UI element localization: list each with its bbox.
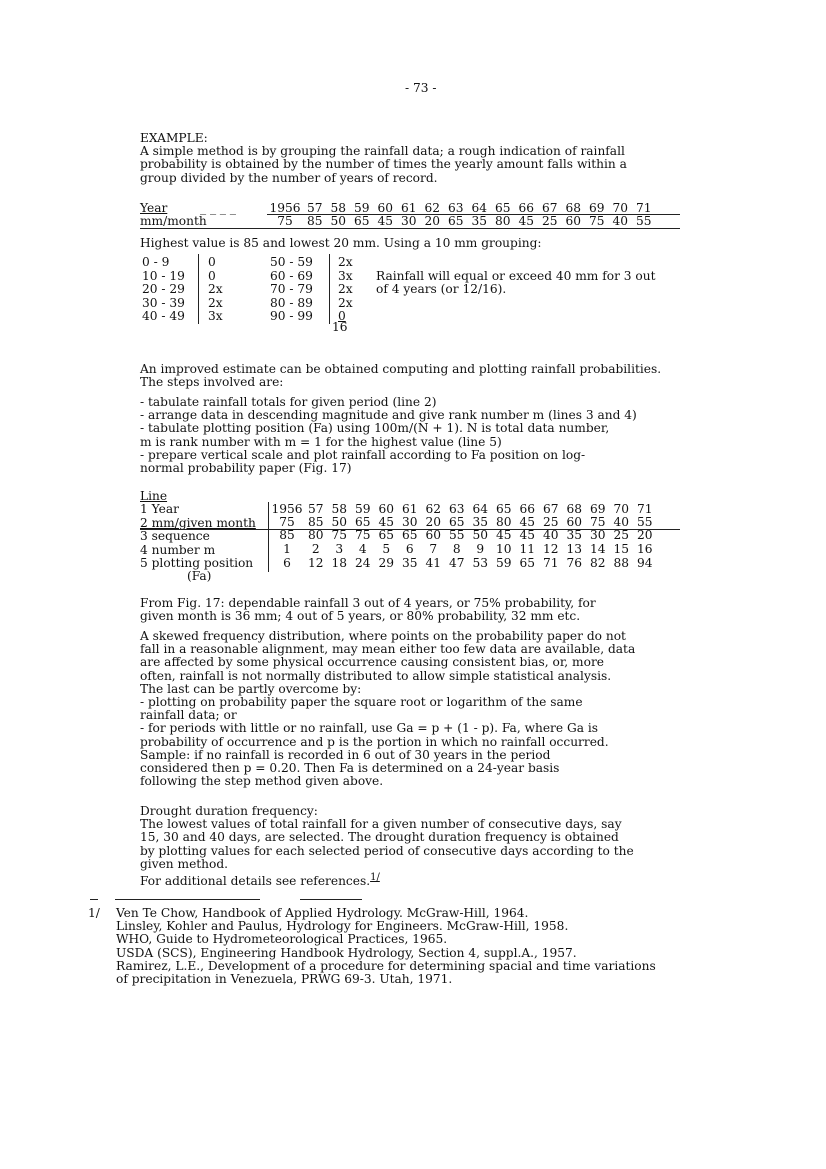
body-line: 15, 30 and 40 days, are selected. The drought duration frequency is obtained: [140, 830, 619, 845]
table-cell: 85: [307, 515, 324, 529]
year-label: Year: [140, 201, 168, 215]
table-cell: 2: [311, 542, 320, 556]
table-cell: 65: [401, 528, 418, 542]
body-line: often, rainfall is not normally distributed to allow simple statistical analysis.: [140, 668, 612, 683]
count-label: 2x: [338, 255, 353, 269]
table-cell: 1: [283, 542, 291, 556]
step-item: normal probability paper (Fig. 17): [140, 461, 352, 476]
row-label: 2 mm/given month: [140, 515, 256, 530]
range-label: 40 - 49: [142, 309, 185, 323]
body-line: [140, 871, 700, 888]
year-cell: 65: [494, 201, 511, 215]
table-cell: 35: [472, 515, 488, 529]
reference-item: WHO, Guide to Hydrometeorological Practices, 1965.: [116, 932, 448, 947]
line-row-5: [270, 557, 657, 570]
count-label: 2x: [208, 282, 223, 296]
step-item: - tabulate rainfall totals for given period (line 2): [140, 395, 437, 409]
table-cell: 76: [566, 556, 582, 570]
value-cell: 55: [635, 214, 652, 228]
table-cell: 8: [452, 542, 461, 556]
year-cell: 58: [330, 201, 346, 215]
table-cell: 30: [401, 515, 418, 529]
value-cell: 75: [277, 214, 293, 228]
body-line: probability of occurrence and p is the portion in which no rainfall occurred.: [140, 734, 609, 749]
table-cell: 18: [331, 556, 347, 570]
improved-line: The steps involved are:: [140, 375, 284, 390]
table-cell: 6: [405, 542, 414, 556]
body-line: - for periods with little or no rainfall, use Ga = p + (1 - p). Fa, where Ga is: [140, 721, 599, 736]
month-label: mm/month: [140, 214, 207, 228]
line-table-header: Line: [140, 489, 168, 503]
table-cell: 62: [425, 502, 441, 516]
table-cell: 82: [589, 556, 606, 570]
footnote-rule: [115, 899, 260, 900]
row-label: 3 sequence: [140, 529, 210, 543]
reference-item: Ven Te Chow, Handbook of Applied Hydrology. McGraw-Hill, 1964.: [116, 906, 529, 920]
table-cell: 24: [354, 556, 371, 570]
example-line: group divided by the number of years of record.: [140, 170, 438, 185]
footnote-block: [116, 907, 716, 986]
table-cell: 12: [542, 542, 559, 556]
line-table-labels: [140, 503, 256, 571]
body-line: The lowest values of total rainfall for a given number of consecutive days, say: [140, 817, 622, 832]
table-cell: 30: [589, 528, 606, 542]
from-fig-block: [140, 597, 700, 623]
table-cell: 80: [495, 515, 512, 529]
table-cell: 47: [448, 556, 465, 570]
table-cell: 50: [331, 515, 347, 529]
table-cell: 60: [566, 515, 582, 529]
table-cell: 11: [519, 542, 535, 556]
reference-item: Ramirez, L.E., Development of a procedure for determining spacial and time variations: [116, 958, 656, 973]
table-cell: 63: [448, 502, 465, 516]
table-cell: 15: [613, 542, 629, 556]
table-cell: 45: [495, 528, 512, 542]
skewed-block: [140, 630, 700, 788]
count-label: 0: [208, 268, 216, 283]
table-cell: 55: [448, 528, 465, 542]
value-cell: 80: [494, 214, 511, 228]
table-cell: 64: [472, 502, 488, 516]
range-label: 60 - 69: [270, 268, 313, 283]
year-cell: 60: [377, 201, 393, 215]
table-cell: 5: [382, 542, 391, 556]
page-number: - 73 -: [405, 81, 437, 95]
body-line: by plotting values for each selected period of consecutive days according to the: [140, 843, 634, 858]
year-cell: 62: [424, 201, 440, 215]
table-cell: 50: [472, 528, 488, 542]
left-counts: [208, 256, 223, 324]
table-cell: 75: [331, 528, 347, 542]
year-cell: 61: [400, 201, 417, 215]
range-label: 20 - 29: [142, 282, 185, 296]
table-cell: 45: [519, 528, 535, 542]
value-cell: 45: [518, 214, 534, 228]
value-cell: 30: [400, 214, 417, 228]
table-cell: 35: [401, 556, 418, 570]
value-cell: 85: [306, 214, 323, 228]
table-cell: 69: [589, 502, 606, 516]
table-cell: 65: [495, 502, 512, 516]
range-label: 90 - 99: [270, 309, 313, 323]
table-cell: 20: [636, 528, 653, 542]
range-label: 70 - 79: [270, 282, 313, 296]
line-row-3: [270, 529, 657, 542]
note-line: of 4 years (or 12/16).: [376, 282, 507, 297]
body-line: are affected by some physical occurrence causing consistent bias, or, more: [140, 655, 604, 670]
table-cell: 75: [279, 515, 295, 529]
highest-line: Highest value is 85 and lowest 20 mm. Using a 10 mm grouping:: [140, 236, 542, 250]
footnote-marker: 1/: [370, 872, 380, 884]
body-line: From Fig. 17: dependable rainfall 3 out of 4 years, or 75% probability, for: [140, 596, 596, 610]
body-line: Sample: if no rainfall is recorded in 6 out of 30 years in the period: [140, 747, 551, 762]
table-cell: 12: [307, 556, 324, 570]
table-cell: 60: [425, 528, 441, 542]
body-line: given month is 36 mm; 4 out of 5 years, or 80% probability, 32 mm etc.: [140, 609, 581, 624]
row-label: 4 number m: [140, 542, 216, 557]
step-item: - tabulate plotting position (Fa) using 100m/(N + 1). N is total data number,: [140, 421, 610, 436]
table-cell: 10: [495, 542, 512, 556]
table-cell: 59: [495, 556, 512, 570]
table-cell: 70: [613, 502, 629, 516]
year-cell: 59: [353, 201, 370, 215]
improved-block: [140, 363, 700, 389]
right-counts: [338, 256, 353, 324]
example-line: A simple method is by grouping the rainfall data; a rough indication of rainfall: [140, 144, 625, 159]
table-cell: 7: [429, 542, 438, 556]
example-line: probability is obtained by the number of times the yearly amount falls within a: [140, 157, 627, 172]
table-cell: 80: [307, 528, 324, 542]
step-item: m is rank number with m = 1 for the highest value (line 5): [140, 434, 502, 449]
value-cell: 65: [353, 214, 370, 228]
table-cell: 55: [636, 515, 653, 529]
table-cell: 35: [566, 528, 582, 542]
drought-block: [140, 805, 700, 888]
table-cell: 58: [331, 502, 347, 516]
table-cell: 20: [425, 515, 441, 529]
grouping-note: [376, 270, 686, 296]
body-line: given method.: [140, 856, 229, 871]
table-cell: 41: [425, 556, 441, 570]
table-cell: 16: [636, 542, 653, 556]
step-item: - prepare vertical scale and plot rainfall according to Fa position on log-: [140, 447, 586, 462]
table-cell: 25: [613, 528, 629, 542]
value-cell: 45: [377, 214, 393, 228]
range-label: 10 - 19: [142, 268, 185, 283]
table-cell: 1956: [271, 502, 303, 516]
year-cell: 67: [541, 201, 558, 215]
body-line: considered then p = 0.20. Then Fa is determined on a 24-year basis: [140, 761, 560, 776]
table-cell: 65: [448, 515, 465, 529]
year-cell: 69: [588, 201, 605, 215]
left-divider: [198, 254, 199, 324]
table-cell: 60: [378, 502, 394, 516]
count-label: 3x: [208, 309, 223, 323]
table-cell: 25: [542, 515, 559, 529]
table-cell: 4: [358, 542, 367, 556]
table-cell: 94: [636, 556, 653, 570]
group-total: 16: [332, 320, 348, 334]
table-cell: 40: [542, 528, 559, 542]
note-line: Rainfall will equal or exceed 40 mm for 3 out: [376, 269, 656, 283]
count-label: 0: [208, 255, 216, 269]
table-cell: 71: [636, 502, 653, 516]
year-cell: 66: [518, 201, 534, 215]
step-item: - arrange data in descending magnitude and give rank number m (lines 3 and 4): [140, 408, 637, 423]
table-cell: 59: [354, 502, 371, 516]
body-line: A skewed frequency distribution, where points on the probability paper do not: [140, 629, 626, 643]
example-heading: EXAMPLE:: [140, 131, 208, 145]
year-label-dashes: _ _ _ _: [200, 201, 236, 215]
year-cell: 1956: [269, 201, 301, 215]
table-cell: 14: [589, 542, 606, 556]
value-cell: 25: [541, 214, 558, 228]
count-label: 2x: [208, 295, 223, 310]
reference-item: of precipitation in Venezuela, PRWG 69-3. Utah, 1971.: [116, 972, 453, 987]
body-line: - plotting on probability paper the square root or logarithm of the same: [140, 695, 583, 710]
steps-list: [140, 396, 700, 475]
reference-item: USDA (SCS), Engineering Handbook Hydrology, Section 4, suppl.A., 1957.: [116, 945, 577, 960]
example-block: [140, 132, 700, 185]
table-cell: 65: [519, 556, 535, 570]
table-cell: 45: [519, 515, 535, 529]
body-line: rainfall data; or: [140, 708, 237, 723]
table-cell: 67: [542, 502, 559, 516]
table-cell: 88: [613, 556, 629, 570]
table-cell: 68: [566, 502, 582, 516]
table-cell: 53: [472, 556, 488, 570]
table-cell: 9: [476, 542, 485, 556]
reference-item: Linsley, Kohler and Paulus, Hydrology for Engineers. McGraw-Hill, 1958.: [116, 919, 569, 934]
value-row: [267, 215, 656, 228]
table-cell: 3: [335, 542, 344, 556]
count-label: 2x: [338, 295, 353, 310]
line-table-divider: [268, 502, 269, 572]
fa-label: (Fa): [187, 569, 212, 583]
left-ranges: [142, 256, 185, 324]
row-label: 1 Year: [140, 502, 179, 516]
table-cell: 71: [542, 556, 559, 570]
table-cell: 6: [283, 556, 291, 570]
count-label: 0: [338, 309, 346, 323]
year-cell: 57: [306, 201, 323, 215]
count-label: 2x: [338, 282, 353, 296]
value-cell: 65: [447, 214, 464, 228]
reference-line: For additional details see references.: [140, 874, 371, 889]
footnote-number: 1/: [88, 906, 100, 920]
value-cell: 20: [424, 214, 440, 228]
table-cell: 45: [378, 515, 394, 529]
table-cell: 66: [519, 502, 535, 516]
table-cell: 61: [401, 502, 418, 516]
row-label: 5 plotting position: [140, 556, 254, 570]
body-line: Drought duration frequency:: [140, 804, 318, 818]
count-label: 3x: [338, 268, 353, 283]
year-cell: 63: [447, 201, 464, 215]
body-line: following the step method given above.: [140, 774, 384, 789]
value-cell: 60: [565, 214, 581, 228]
value-cell: 40: [612, 214, 628, 228]
table-cell: 40: [613, 515, 629, 529]
table-cell: 57: [307, 502, 324, 516]
range-label: 30 - 39: [142, 295, 185, 310]
footnote-rule: [300, 899, 362, 900]
body-line: fall in a reasonable alignment, may mean either too few data are available, data: [140, 642, 636, 657]
year-cell: 64: [471, 201, 487, 215]
value-cell: 75: [588, 214, 605, 228]
range-label: 80 - 89: [270, 295, 313, 310]
right-divider: [329, 254, 330, 324]
table-cell: 65: [354, 515, 371, 529]
year-cell: 68: [565, 201, 581, 215]
range-label: 0 - 9: [142, 255, 170, 269]
improved-line: An improved estimate can be obtained computing and plotting rainfall probabilities.: [140, 362, 662, 376]
line-row-4: [270, 543, 657, 556]
table-cell: 65: [378, 528, 394, 542]
year-cell: 70: [612, 201, 628, 215]
range-label: 50 - 59: [270, 255, 313, 269]
year-cell: 71: [635, 201, 652, 215]
right-ranges: [270, 256, 313, 324]
table-cell: 85: [279, 528, 295, 542]
body-line: The last can be partly overcome by:: [140, 681, 362, 696]
table-cell: 75: [354, 528, 371, 542]
table-cell: 13: [566, 542, 582, 556]
value-cell: 50: [330, 214, 346, 228]
table-cell: 29: [378, 556, 394, 570]
value-cell: 35: [471, 214, 487, 228]
footnote-rule: [90, 899, 98, 900]
table-cell: 75: [589, 515, 606, 529]
